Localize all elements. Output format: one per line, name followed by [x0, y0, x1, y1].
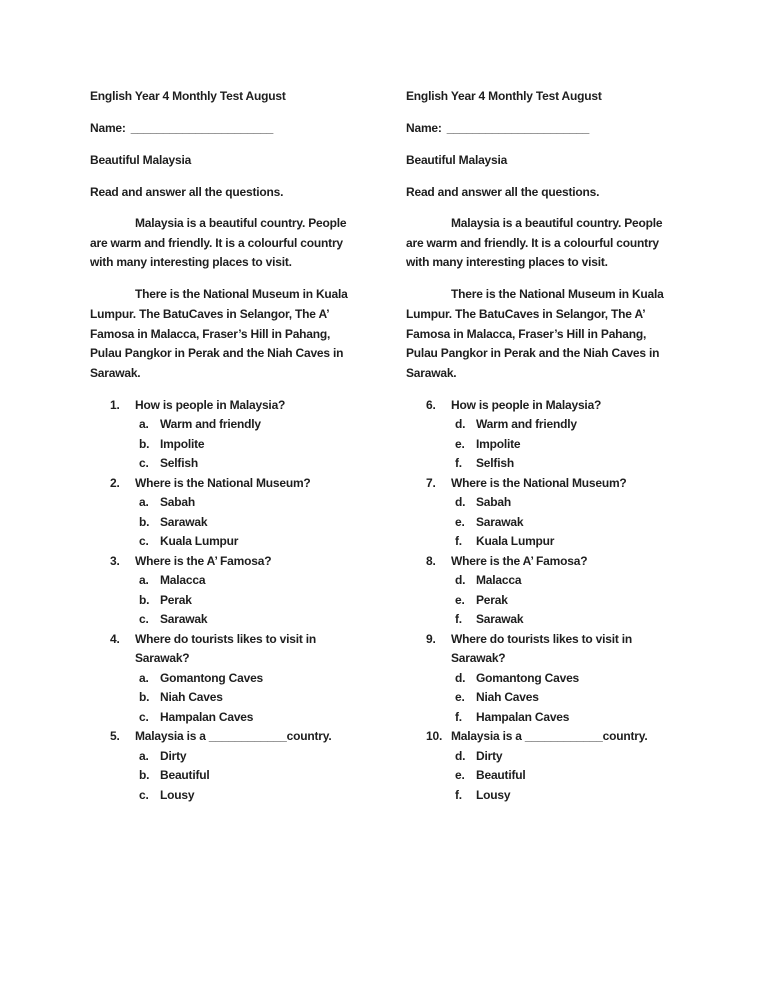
option-letter: b.: [139, 768, 150, 783]
question-line: Sarawak?: [135, 651, 190, 666]
question: [90, 727, 400, 747]
answer-option: [90, 708, 400, 728]
answer-option: [90, 435, 400, 455]
answer-option: [406, 513, 716, 533]
question-number: 3.: [110, 553, 120, 568]
question: [406, 474, 716, 494]
question-line: Where is the National Museum?: [135, 475, 311, 490]
option-text: Selfish: [160, 456, 198, 471]
question-number: 9.: [426, 631, 436, 646]
question-text: [451, 474, 627, 494]
option-letter: f.: [455, 709, 462, 724]
option-letter: d.: [455, 748, 466, 763]
option-text: Sabah: [476, 495, 512, 510]
question: [90, 630, 400, 669]
option-text: Warm and friendly: [476, 417, 577, 432]
option-letter: c.: [139, 709, 149, 724]
option-letter: f.: [455, 612, 462, 627]
answer-option: [406, 435, 716, 455]
answer-option: [406, 591, 716, 611]
answer-option: [406, 708, 716, 728]
paragraph-line: There is the National Museum in Kuala: [451, 287, 664, 302]
paragraph-line: are warm and friendly. It is a colourful country: [406, 235, 659, 250]
paragraph-line: Lumpur. The BatuCaves in Selangor, The A’: [90, 306, 330, 321]
question: [406, 396, 716, 416]
question-number: 2.: [110, 475, 120, 490]
paragraph-line: with many interesting places to visit.: [406, 255, 608, 270]
paragraph-line: Lumpur. The BatuCaves in Selangor, The A’: [406, 306, 646, 321]
option-text: Malacca: [160, 573, 206, 588]
question: [90, 396, 400, 416]
option-text: Perak: [160, 592, 192, 607]
question-line: Where is the National Museum?: [451, 475, 627, 490]
question-number: 4.: [110, 631, 120, 646]
answer-option: [90, 454, 400, 474]
answer-option: [406, 688, 716, 708]
option-letter: e.: [455, 768, 465, 783]
paragraph-line: Sarawak.: [406, 365, 457, 380]
option-text: Gomantong Caves: [160, 670, 264, 685]
option-text: Beautiful: [476, 768, 526, 783]
option-letter: c.: [139, 534, 149, 549]
answer-option: [406, 571, 716, 591]
answer-option: [90, 766, 400, 786]
answer-option: [90, 513, 400, 533]
test-title: English Year 4 Monthly Test August: [90, 89, 286, 103]
option-letter: c.: [139, 612, 149, 627]
option-text: Sarawak: [476, 514, 524, 529]
question-line: Where do tourists likes to visit in: [135, 631, 317, 646]
question-line: Malaysia is a ____________country.: [135, 729, 332, 744]
passage: [406, 214, 716, 384]
answer-option: [90, 571, 400, 591]
option-letter: f.: [455, 787, 462, 802]
option-letter: b.: [139, 592, 150, 607]
answer-option: [406, 669, 716, 689]
question-number: 1.: [110, 397, 120, 412]
paragraph-line: Famosa in Malacca, Fraser’s Hill in Pahang,: [406, 326, 647, 341]
question-line: Where do tourists likes to visit in: [451, 631, 633, 646]
question-text: [451, 630, 632, 669]
name-blank-line: ______________________: [130, 121, 274, 135]
question-text: [451, 727, 647, 747]
worksheet-column-1: [90, 86, 400, 805]
answer-option: [406, 747, 716, 767]
passage-paragraph: [90, 285, 400, 384]
paragraph-line: with many interesting places to visit.: [90, 255, 292, 270]
option-letter: f.: [455, 534, 462, 549]
option-letter: b.: [139, 690, 150, 705]
answer-option: [90, 591, 400, 611]
option-text: Kuala Lumpur: [476, 534, 555, 549]
question-line: Where is the A’ Famosa?: [135, 553, 272, 568]
instruction-text: Read and answer all the questions.: [90, 185, 284, 199]
answer-option: [90, 786, 400, 806]
answer-option: [406, 493, 716, 513]
question-text: [135, 727, 331, 747]
option-text: Selfish: [476, 456, 514, 471]
question-number: 6.: [426, 397, 436, 412]
option-text: Lousy: [476, 787, 511, 802]
option-letter: a.: [139, 417, 149, 432]
answer-option: [406, 454, 716, 474]
answer-option: [406, 415, 716, 435]
question-text: [135, 630, 316, 669]
question-number: 8.: [426, 553, 436, 568]
question-line: Where is the A’ Famosa?: [451, 553, 588, 568]
name-blank-line: ______________________: [446, 121, 590, 135]
passage-title: Beautiful Malaysia: [90, 153, 192, 167]
answer-option: [406, 786, 716, 806]
option-letter: d.: [455, 495, 466, 510]
option-letter: a.: [139, 670, 149, 685]
answer-option: [90, 610, 400, 630]
test-title: English Year 4 Monthly Test August: [406, 89, 602, 103]
answer-option: [406, 532, 716, 552]
paragraph-line: Famosa in Malacca, Fraser’s Hill in Pahang,: [90, 326, 331, 341]
option-text: Lousy: [160, 787, 195, 802]
question-text: [135, 396, 285, 416]
option-text: Impolite: [160, 436, 205, 451]
option-letter: c.: [139, 456, 149, 471]
name-label: Name:: [406, 121, 442, 135]
paragraph-line: Sarawak.: [90, 365, 141, 380]
question-line: How is people in Malaysia?: [451, 397, 602, 412]
option-text: Sarawak: [476, 612, 524, 627]
question-text: [135, 474, 311, 494]
question: [406, 552, 716, 572]
question-text: [135, 552, 271, 572]
answer-option: [406, 766, 716, 786]
option-letter: a.: [139, 573, 149, 588]
answer-option: [90, 688, 400, 708]
passage-paragraph: [90, 214, 400, 273]
option-text: Malacca: [476, 573, 522, 588]
answer-option: [90, 669, 400, 689]
question: [406, 727, 716, 747]
option-letter: f.: [455, 456, 462, 471]
name-row: [406, 118, 716, 138]
answer-option: [406, 610, 716, 630]
option-text: Gomantong Caves: [476, 670, 580, 685]
question-line: Malaysia is a ____________country.: [451, 729, 648, 744]
name-label: Name:: [90, 121, 126, 135]
option-letter: b.: [139, 514, 150, 529]
passage-paragraph: [406, 214, 716, 273]
question: [90, 552, 400, 572]
option-text: Sarawak: [160, 514, 208, 529]
option-letter: b.: [139, 436, 150, 451]
question-number: 10.: [426, 729, 443, 744]
option-text: Beautiful: [160, 768, 210, 783]
option-text: Perak: [476, 592, 508, 607]
passage: [90, 214, 400, 384]
option-letter: c.: [139, 787, 149, 802]
option-letter: a.: [139, 748, 149, 763]
name-row: [90, 118, 400, 138]
option-text: Impolite: [476, 436, 521, 451]
paragraph-line: Malaysia is a beautiful country. People: [451, 216, 663, 230]
option-text: Sabah: [160, 495, 196, 510]
option-letter: d.: [455, 417, 466, 432]
option-letter: e.: [455, 592, 465, 607]
question-number: 5.: [110, 729, 120, 744]
paragraph-line: Pulau Pangkor in Perak and the Niah Caves in: [406, 346, 660, 361]
option-text: Dirty: [160, 748, 187, 763]
answer-option: [90, 415, 400, 435]
option-text: Niah Caves: [476, 690, 539, 705]
option-text: Hampalan Caves: [476, 709, 570, 724]
answer-option: [90, 747, 400, 767]
option-text: Sarawak: [160, 612, 208, 627]
question: [90, 474, 400, 494]
instruction-text: Read and answer all the questions.: [406, 185, 600, 199]
question-list: [406, 396, 716, 806]
question: [406, 630, 716, 669]
question-text: [451, 552, 587, 572]
option-letter: d.: [455, 670, 466, 685]
option-letter: e.: [455, 514, 465, 529]
option-letter: e.: [455, 690, 465, 705]
question-text: [451, 396, 601, 416]
paragraph-line: There is the National Museum in Kuala: [135, 287, 348, 302]
question-line: Sarawak?: [451, 651, 506, 666]
option-letter: d.: [455, 573, 466, 588]
paragraph-line: Malaysia is a beautiful country. People: [135, 216, 347, 230]
option-letter: e.: [455, 436, 465, 451]
worksheet-column-2: [406, 86, 716, 805]
passage-title: Beautiful Malaysia: [406, 153, 508, 167]
option-text: Niah Caves: [160, 690, 223, 705]
option-text: Dirty: [476, 748, 503, 763]
option-text: Kuala Lumpur: [160, 534, 239, 549]
answer-option: [90, 532, 400, 552]
passage-paragraph: [406, 285, 716, 384]
option-text: Hampalan Caves: [160, 709, 254, 724]
option-text: Warm and friendly: [160, 417, 261, 432]
answer-option: [90, 493, 400, 513]
question-list: [90, 396, 400, 806]
question-number: 7.: [426, 475, 436, 490]
option-letter: a.: [139, 495, 149, 510]
paragraph-line: Pulau Pangkor in Perak and the Niah Caves in: [90, 346, 344, 361]
question-line: How is people in Malaysia?: [135, 397, 286, 412]
paragraph-line: are warm and friendly. It is a colourful country: [90, 235, 343, 250]
